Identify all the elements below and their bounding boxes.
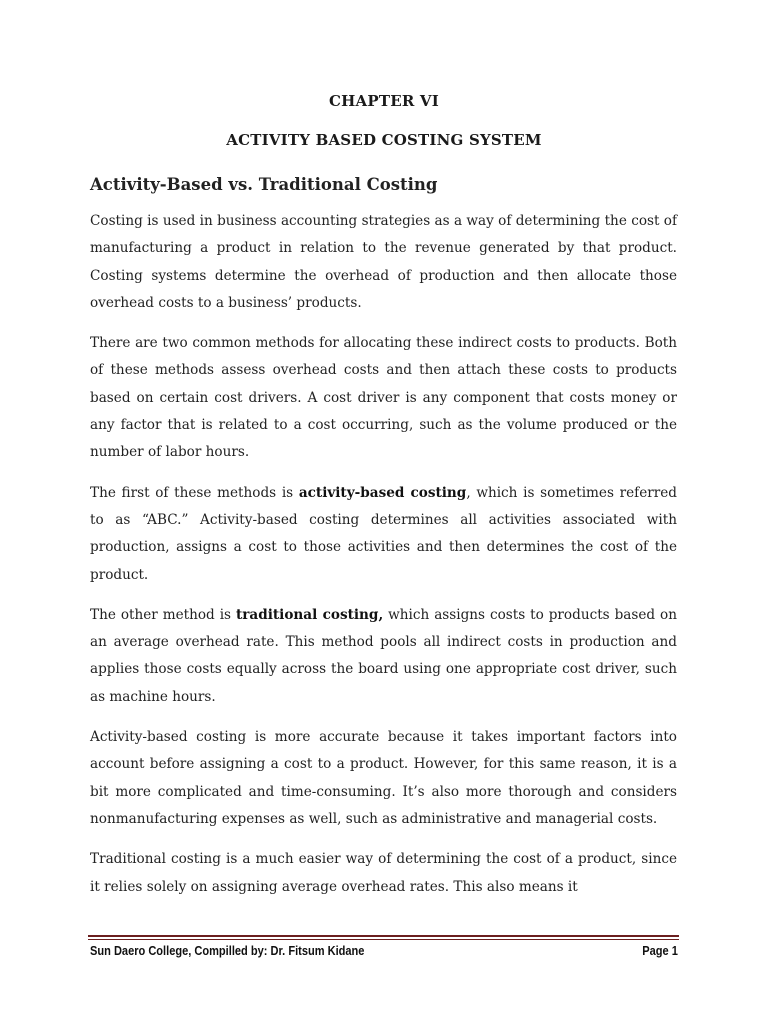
paragraph-3-lead: The first of these methods is [90,484,299,501]
paragraph-6: Traditional costing is a much easier way of determining the cost of a product, since it relies solely on assigning average overhead rates. This also means it [90,851,677,895]
term-activity-based-costing: activity-based costing [298,484,467,501]
paragraph-4-rest: which assigns costs to products based on an average overhead rate. This method pools all indirect costs in production and applies those costs equally across the board using one appropriate cost driver, such as machine hours. [90,606,677,705]
body-text [90,208,677,914]
paragraph-2: There are two common methods for allocating these indirect costs to products. Both of these methods assess overhead costs and then attach these costs to products based on certain cost drivers. A cost driver is any component that costs money or any factor that is related to a cost occurring, such as the volume produced or the number of labor hours. [90,335,677,461]
footer-rule-thin [88,939,679,940]
section-heading: Activity-Based vs. Traditional Costing [90,175,438,194]
paragraph-1: Costing is used in business accounting strategies as a way of determining the cost of manufacturing a product in relation to the revenue generated by that product. Costing systems determine the overhead of production and then allocate those overhead costs to a business’ products. [90,213,677,311]
chapter-number: CHAPTER VI [329,92,439,110]
term-traditional-costing: traditional costing, [235,606,384,623]
chapter-title: ACTIVITY BASED COSTING SYSTEM [226,131,542,149]
paragraph-4 [90,602,677,711]
paragraph-4-lead: The other method is [90,606,236,623]
paragraph-3 [90,480,677,589]
page-number: Page 1 [642,943,678,958]
paragraph-5: Activity-based costing is more accurate because it takes important factors into account before assigning a cost to a product. However, for this same reason, it is a bit more complicated and time-consuming. It’s also more thorough and considers nonmanufacturing expenses as well, such as administrative and managerial costs. [90,729,677,827]
footer-credit: Sun Daero College, Compilled by: Dr. Fitsum Kidane [90,943,365,958]
paragraph-3-rest: , which is sometimes referred to as “ABC.” Activity-based costing determines all activities associated with production, assigns a cost to those activities and then determines the cost of the product. [90,484,677,583]
footer-rule [88,935,679,937]
